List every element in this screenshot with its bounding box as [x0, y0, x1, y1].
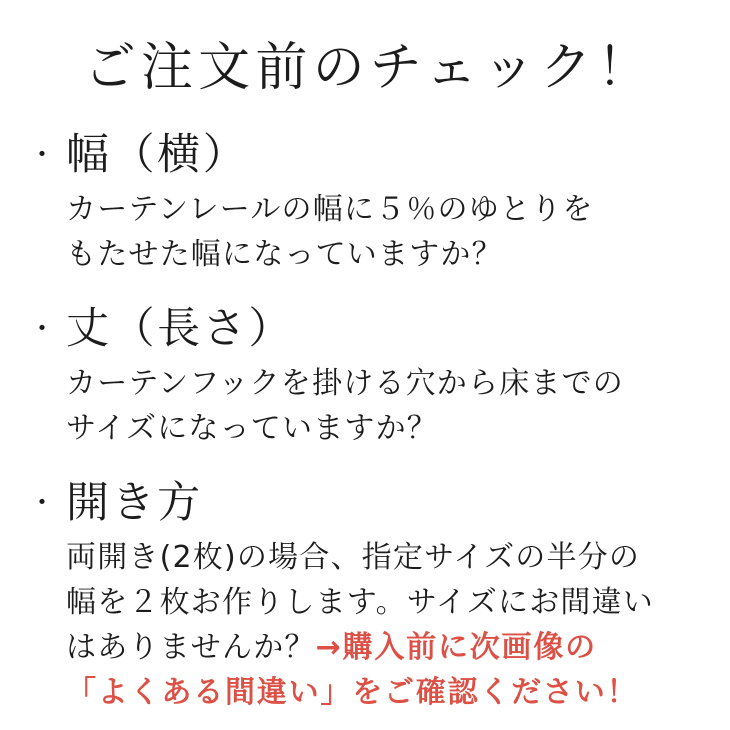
section-width-heading: 幅（横） — [66, 130, 249, 180]
section-length — [28, 303, 710, 451]
section-length-heading: 丈（長さ） — [66, 304, 294, 354]
page-title: ご注文前のチェック！ — [83, 38, 655, 98]
section-width-head — [28, 129, 710, 181]
section-opening-body — [28, 535, 710, 715]
body-line: 両開き(2枚)の場合、指定サイズの半分の — [66, 540, 641, 575]
section-opening — [28, 477, 710, 715]
section-length-head — [28, 303, 710, 355]
section-length-body — [28, 361, 710, 451]
section-width-body — [28, 187, 710, 277]
body-line: カーテンフックを掛ける穴から床までの — [66, 366, 624, 401]
section-width — [28, 129, 710, 277]
mixed-line-warning-text: →購入前に次画像の — [315, 630, 597, 665]
mixed-line-black-text: はありませんか？ — [66, 630, 316, 665]
body-line: 幅を２枚お作りします。サイズにお間違い — [66, 585, 654, 620]
bullet-icon: ・ — [28, 486, 57, 519]
section-opening-heading: 開き方 — [66, 478, 203, 528]
body-line: サイズになっていますか？ — [66, 411, 438, 446]
body-line: カーテンレールの幅に５％のゆとりを — [66, 192, 594, 227]
section-opening-head — [28, 477, 710, 529]
body-line: もたせた幅になっていますか？ — [66, 237, 503, 272]
bullet-icon: ・ — [28, 312, 57, 345]
warning-line: 「よくある間違い」をご確認ください！ — [66, 675, 639, 710]
body-line-mixed — [66, 625, 710, 670]
bullet-icon: ・ — [28, 138, 57, 171]
